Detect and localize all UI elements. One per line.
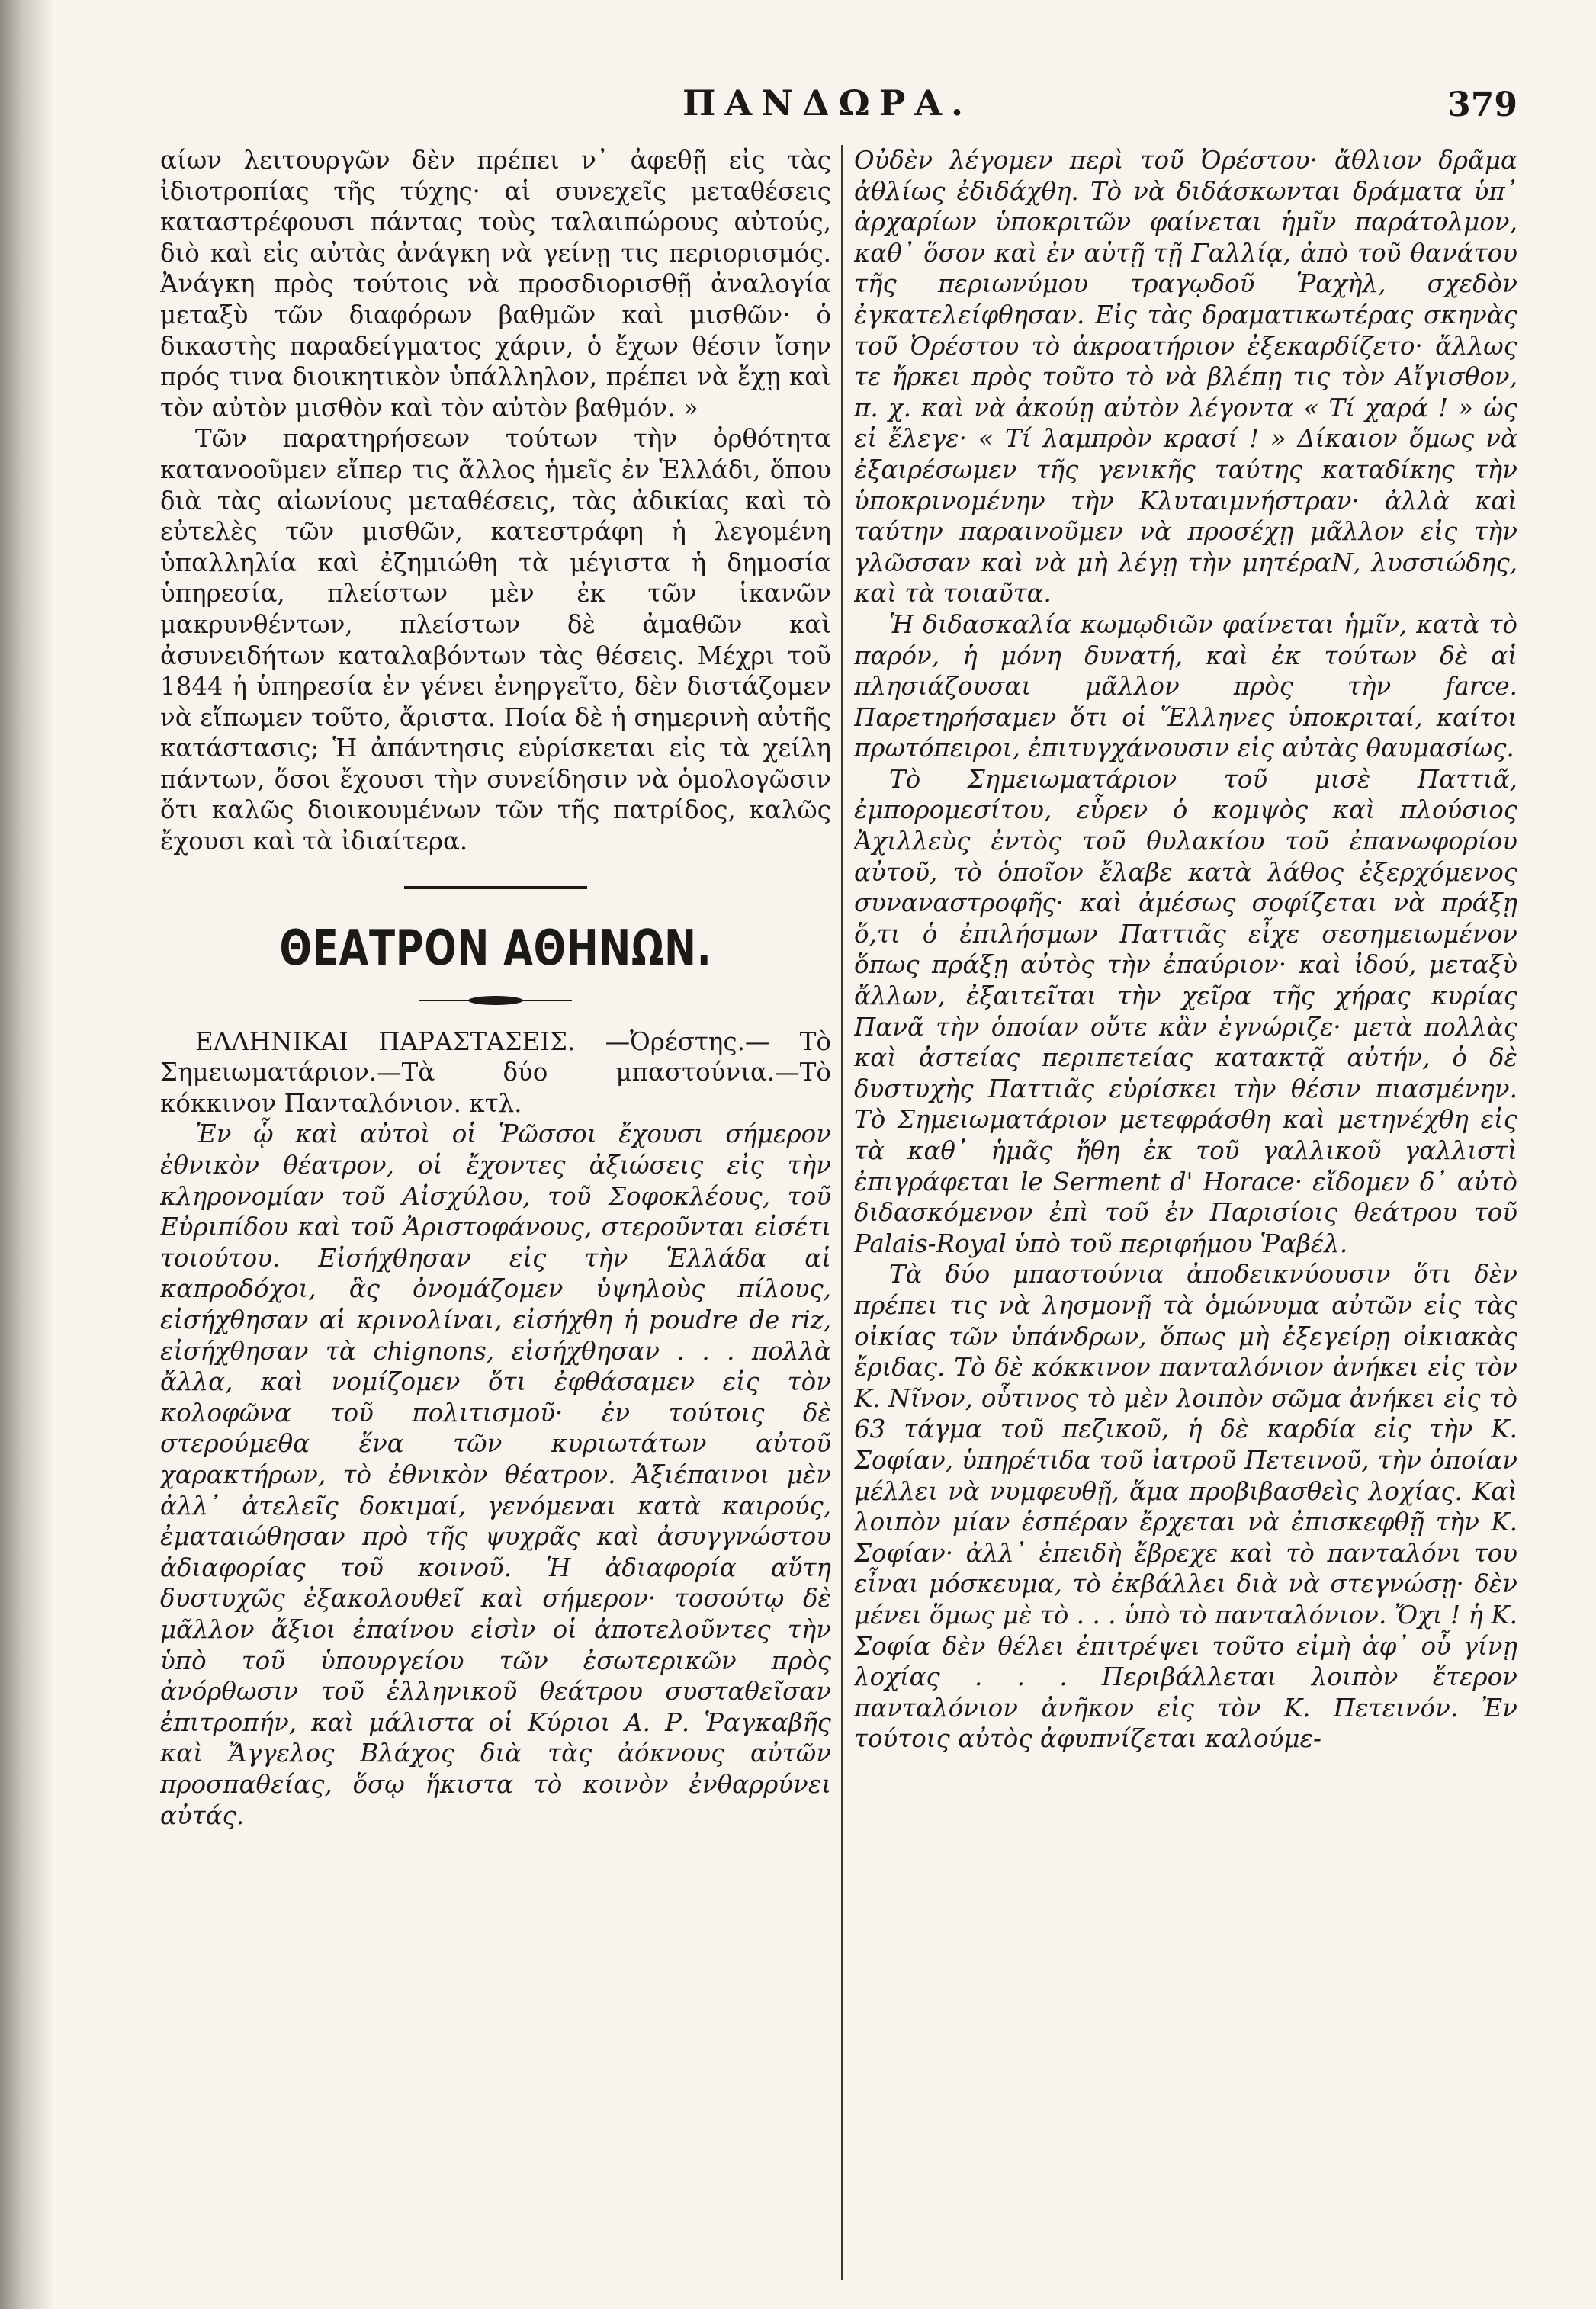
right-column: [854, 145, 1517, 2288]
right-paragraph-2: Ἡ διδασκαλία κωμῳδιῶν φαίνεται ἡμῖν, κατὰ τὸ παρόν, ἡ μόνη δυνατή, καὶ ἐκ τούτων δὲ αἱ πλησιάζουσαι μᾶλλον πρὸς τὴν farce. Παρετηρήσαμεν ὅτι οἱ Ἕλληνες ὑποκριταί, καίτοι πρωτόπειροι, ἐπιτυγχάνουσιν εἰς αὐτὰς θαυμασίως.: [854, 609, 1517, 763]
page-gutter-shadow: [0, 0, 53, 2309]
left-column: [160, 145, 831, 2288]
page-number: 379: [1447, 85, 1517, 124]
right-paragraph-4: Τὰ δύο μπαστούνια ἀποδεικνύουσιν ὅτι δὲν πρέπει τις νὰ λησμονῇ τὰ ὁμώνυμα αὐτῶν εἰς τὰς οἰκίας τῶν ὑπάνδρων, ὅπως μὴ ἐξεγείρῃ οἰκιακὰς ἔριδας. Τὸ δὲ κόκκινον πανταλόνιον ἀνήκει εἰς τὸν Κ. Νῖνον, οὗτινος τὸ μὲν λοιπὸν σῶμα ἀνήκει εἰς τὸ 63 τάγμα τοῦ πεζικοῦ, ἡ δὲ καρδία εἰς τὴν Κ. Σοφίαν, ὑπηρέτιδα τοῦ ἰατροῦ Πετεινοῦ, τὴν ὁποίαν μέλλει νὰ νυμφευθῇ, ἅμα προβιβασθεὶς λοχίας. Καὶ λοιπὸν μίαν ἑσπέραν ἔρχεται νὰ ἐπισκεφθῇ τὴν Κ. Σοφίαν· ἀλλ᾽ ἐπειδὴ ἔβρεχε καὶ τὸ πανταλόνι του εἶναι μόσκευμα, τὸ ἐκβάλλει διὰ νὰ στεγνώσῃ· δὲν μένει ὅμως μὲ τὸ . . . ὑπὸ τὸ πανταλόνιον. Ὄχι ! ἡ Κ. Σοφία δὲν θέλει ἐπιτρέψει τοῦτο εἰμὴ ἀφ᾽ οὗ γίνῃ λοχίας . . . Περιβάλλεται λοιπὸν ἕτερον πανταλόνιον ἀνῆκον εἰς τὸν Κ. Πετεινόν. Ἐν τούτοις αὐτὸς ἀφυπνίζεται καλούμε-: [854, 1260, 1517, 1754]
left-paragraph-2: Τῶν παρατηρήσεων τούτων τὴν ὀρθότητα κατανοοῦμεν εἴπερ τις ἄλλος ἡμεῖς ἐν Ἑλλάδι, ὅπου διὰ τὰς αἰωνίους μεταθέσεις, τὰς ἀδικίας καὶ τὸ εὐτελὲς τῶν μισθῶν, κατεστράφη ἡ λεγομένη ὑπαλληλία καὶ ἐζημιώθη τὰ μέγιστα ἡ δημοσία ὑπηρεσία, πλείστων μὲν ἐκ τῶν ἱκανῶν μακρυνθέντων, πλείστων δὲ ἀμαθῶν καὶ ἀσυνειδήτων καταλαβόντων τὰς θέσεις. Μέχρι τοῦ 1844 ἡ ὑπηρεσία ἐν γένει ἐνηργεῖτο, δὲν διστάζομεν νὰ εἴπωμεν τοῦτο, ἄριστα. Ποία δὲ ἡ σημερινὴ αὐτῆς κατάστασις; Ἡ ἀπάντησις εὑρίσκεται εἰς τὰ χείλη πάντων, ὅσοι ἔχουσι τὴν συνείδησιν νὰ ὁμολογῶσιν ὅτι καλῶς διοικουμένων τῶν τῆς πατρίδος, καλῶς ἔχουσι καὶ τὰ ἰδιαίτερα.: [160, 424, 831, 856]
section-rule: [404, 886, 587, 889]
left-paragraph-4: Ἐν ᾧ καὶ αὐτοὶ οἱ Ῥῶσσοι ἔχουσι σήμερον ἐθνικὸν θέατρον, οἱ ἔχοντες ἀξιώσεις εἰς τὴν κληρονομίαν τοῦ Αἰσχύλου, τοῦ Σοφοκλέους, τοῦ Εὐριπίδου καὶ τοῦ Ἀριστοφάνους, στεροῦνται εἰσέτι τοιούτου. Εἰσήχθησαν εἰς τὴν Ἑλλάδα αἱ καπροδόχοι, ἃς ὀνομάζομεν ὑψηλοὺς πίλους, εἰσήχθησαν αἱ κρινολίναι, εἰσήχθη ἡ poudre de riz, εἰσήχθησαν τὰ chignons, εἰσήχθησαν . . . πολλὰ ἄλλα, καὶ νομίζομεν ὅτι ἐφθάσαμεν εἰς τὸν κολοφῶνα τοῦ πολιτισμοῦ· ἐν τούτοις δὲ στερούμεθα ἕνα τῶν κυριωτάτων αὐτοῦ χαρακτήρων, τὸ ἐθνικὸν θέατρον. Ἀξιέπαινοι μὲν ἀλλ᾽ ἀτελεῖς δοκιμαί, γενόμεναι κατὰ καιρούς, ἐματαιώθησαν πρὸ τῆς ψυχρᾶς καὶ ἀσυγγνώστου ἀδιαφορίας τοῦ κοινοῦ. Ἡ ἀδιαφορία αὕτη δυστυχῶς ἐξακολουθεῖ καὶ σήμερον· τοσούτῳ δὲ μᾶλλον ἄξιοι ἐπαίνου εἰσὶν οἱ ἀποτελοῦντες τὴν ὑπὸ τοῦ ὑπουργείου τῶν ἐσωτερικῶν πρὸς ἀνόρθωσιν τοῦ ἑλληνικοῦ θεάτρου συσταθεῖσαν ἐπιτροπήν, καὶ μάλιστα οἱ Κύριοι Α. Ρ. Ῥαγκαβῆς καὶ Ἄγγελος Βλάχος διὰ τὰς ἀόκνους αὐτῶν προσπαθείας, ὅσῳ ἥκιστα τὸ κοινὸν ἐνθαρρύνει αὐτάς.: [160, 1119, 831, 1830]
left-paragraph-1: αίων λειτουργῶν δὲν πρέπει ν᾽ ἀφεθῇ εἰς τὰς ἰδιοτροπίας τῆς τύχης· αἱ συνεχεῖς μεταθέσεις καταστρέφουσι πάντας τοὺς ταλαιπώρους αὐτούς, διὸ καὶ εἰς αὐτὰς ἀνάγκη νὰ γείνῃ τις περιορισμός. Ἀνάγκη πρὸς τούτοις νὰ προσδιορισθῇ ἀναλογία μεταξὺ τῶν διαφόρων βαθμῶν καὶ μισθῶν· ὁ δικαστὴς παραδείγματος χάριν, ὁ ἔχων θέσιν ἴσην πρός τινα διοικητικὸν ὑπάλληλον, πρέπει νὰ ἔχῃ καὶ τὸν αὐτὸν μισθὸν καὶ τὸν αὐτὸν βαθμόν. »: [160, 146, 831, 422]
right-paragraph-1: Οὐδὲν λέγομεν περὶ τοῦ Ὀρέστου· ἄθλιον δρᾶμα ἀθλίως ἐδιδάχθη. Τὸ νὰ διδάσκωνται δράματα ὑπ᾽ ἀρχαρίων ὑποκριτῶν φαίνεται ἡμῖν παράτολμον, καθ᾽ ὅσον καὶ ἐν αὐτῇ τῇ Γαλλίᾳ, ἀπὸ τοῦ θανάτου τῆς περιωνύμου τραγῳδοῦ Ῥαχὴλ, σχεδὸν ἐγκατελείφθησαν. Εἰς τὰς δραματικωτέρας σκηνὰς τοῦ Ὀρέστου τὸ ἀκροατήριον ἐξεκαρδίζετο· ἄλλως τε ἤρκει πρὸς τοῦτο τὸ νὰ βλέπῃ τις τὸν Αἴγισθον, π. χ. καὶ νὰ ἀκούῃ αὐτὸν λέγοντα « Τί χαρά ! » ὡς εἰ ἔλεγε· « Τί λαμπρὸν κρασί ! » Δίκαιον ὅμως νὰ ἐξαιρέσωμεν τῆς γενικῆς ταύτης καταδίκης τὴν ὑποκρινομένην τὴν Κλυταιμνήστραν· ἀλλὰ καὶ ταύτην παραινοῦμεν νὰ προσέχῃ μᾶλλον εἰς τὴν γλῶσσαν καὶ νὰ μὴ λέγῃ τὴν μητέραΝ, λυσσιώδης, καὶ τὰ τοιαῦτα.: [854, 146, 1517, 609]
right-paragraph-3: Τὸ Σημειωματάριον τοῦ μισὲ Παττιᾶ, ἐμπορομεσίτου, εὗρεν ὁ κομψὸς καὶ πλούσιος Ἀχιλλεὺς ἐντὸς τοῦ θυλακίου τοῦ ἐπανωφορίου αὐτοῦ, τὸ ὁποῖον ἔλαβε κατὰ λάθος ἐξερχόμενος συναναστροφῆς· καὶ ἀμέσως σοφίζεται νὰ πράξῃ ὅ,τι ὁ ἐπιλήσμων Παττιᾶς εἶχε σεσημειωμένον ὅπως πράξῃ αὐτὸς τὴν ἐπαύριον· καὶ ἰδού, μεταξὺ ἄλλων, ἐξαιτεῖται τὴν χεῖρα τῆς χήρας κυρίας Πανᾶ τὴν ὁποίαν οὔτε κἂν ἐγνώριζε· μετὰ πολλὰς καὶ ἀστείας περιπετείας κατακτᾷ αὐτήν, ὁ δὲ δυστυχὴς Παττιᾶς εὑρίσκει τὴν θέσιν πιασμένην. Τὸ Σημειωματάριον μετεφράσθη καὶ μετηνέχθη εἰς τὰ καθ᾽ ἡμᾶς ἤθη ἐκ τοῦ γαλλικοῦ γαλλιστὶ ἐπιγράφεται le Serment d' Horace· εἴδομεν δ᾽ αὐτὸ διδασκόμενον ἐπὶ τοῦ ἐν Παρισίοις θεάτρου τοῦ Palais-Royal ὑπὸ τοῦ περιφήμου Ῥαβέλ.: [854, 764, 1517, 1258]
section-title: ΘΕΑΤΡΟΝ ΑΘΗΝΩΝ.: [279, 920, 712, 977]
ornament-divider-icon: [419, 993, 572, 1008]
column-divider: [841, 145, 843, 2280]
running-title: ΠΑΝΔΩΡΑ.: [682, 82, 973, 124]
left-subheading: ΕΛΛΗΝΙΚΑΙ ΠΑΡΑΣΤΑΣΕΙΣ. —Ὀρέστης.— Τὸ Σημειωματάριον.—Τὰ δύο μπαστούνια.—Τὸ κόκκινον Πανταλόνιον. κτλ.: [160, 1026, 831, 1118]
page-header: [137, 82, 1517, 136]
